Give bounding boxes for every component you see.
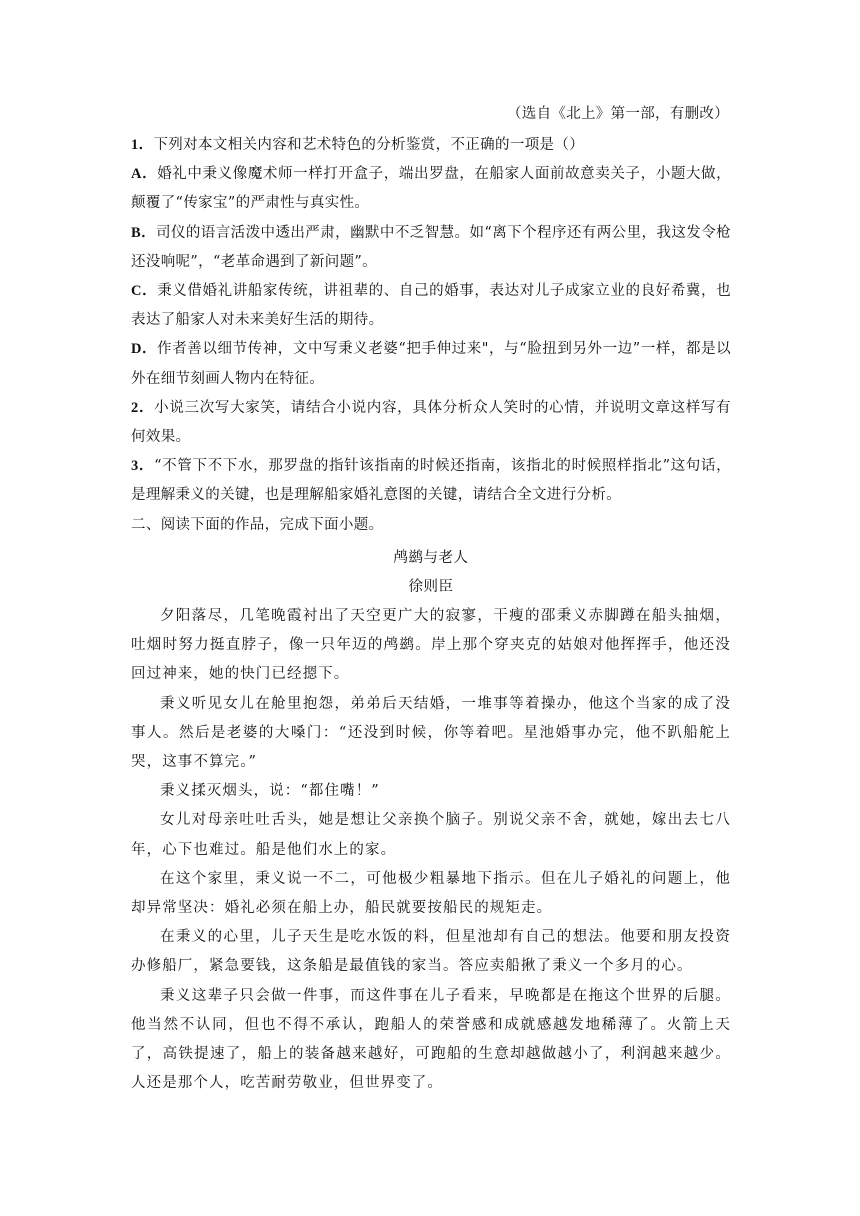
question-text: 小说三次写大家笑，请结合小说内容，具体分析众人笑时的心情，并说明文章这样写有何效果。: [131, 399, 732, 446]
option-letter: D．: [131, 341, 158, 358]
option-text: 秉义借婚礼讲船家传统，讲祖辈的、自己的婚事，表达对儿子成家立业的良好希冀，也表达了船家人对未来美好生活的期待。: [131, 283, 732, 329]
question-2: [131, 394, 731, 452]
story-body: [131, 602, 731, 1098]
story-paragraph: 女儿对母亲吐吐舌头，她是想让父亲换个脑子。别说父亲不舍，就她，嫁出去七八年，心下也难过。船是他们水上的家。: [131, 812, 731, 858]
question-1: [131, 131, 731, 160]
story-paragraph: 在这个家里，秉义说一不二，可他极少粗暴地下指示。但在儿子婚礼的问题上，他却异常坚决：婚礼必须在船上办，船民就要按船民的规矩走。: [131, 870, 731, 917]
story-author: 徐则臣: [408, 579, 454, 595]
question-3: [131, 452, 731, 510]
question-number: 3．: [131, 458, 155, 475]
option-text: 司仪的语言活泼中透出严肃，幽默中不乏智慧。如“离下个程序还有两公里，我这发令枪还没响呢”，“老革命遇到了新问题”。: [131, 224, 731, 270]
story-paragraph: 夕阳落尽，几笔晚霞衬出了天空更广大的寂寥，干瘦的邵秉义赤脚蹲在船头抽烟，吐烟时努力挺直脖子，像一只年迈的鸬鹚。岸上那个穿夹克的姑娘对他挥挥手，他还没回过神来，她的快门已经摁下。: [131, 608, 731, 683]
option-text: 作者善以细节传神，文中写秉义老婆“把手伸过来"，与“脸扭到另外一边”一样，都是以外在细节刻画人物内在特征。: [131, 341, 732, 387]
option-d: [131, 335, 731, 393]
option-b: [131, 219, 731, 277]
questions-block: [131, 131, 731, 540]
question-number: 1．: [131, 137, 154, 153]
story-paragraph: 在秉义的心里，儿子天生是吃水饭的料，但星池却有自己的想法。他要和朋友投资办修船厂，紧急要钱，这条船是最值钱的家当。答应卖船揪了秉义一个多月的心。: [131, 929, 731, 975]
option-letter: C．: [131, 283, 158, 300]
question-text: “不管下不下水，那罗盘的指针该指南的时候还指南，该指北的时候照样指北”这句话，是理解秉义的关键，也是理解船家婚礼意图的关键，请结合全文进行分析。: [131, 458, 731, 504]
option-c: [131, 277, 731, 335]
option-text: 婚礼中秉义像魔术师一样打开盒子，端出罗盘，在船家人面前故意卖关子，小题大做，颠覆了“传家宝”的严肃性与真实性。: [131, 166, 732, 212]
option-letter: A．: [131, 166, 158, 183]
option-letter: B．: [131, 224, 157, 241]
source-note: （选自《北上》第一部，有删改）: [507, 106, 729, 122]
section-heading: 二、阅读下面的作品，完成下面小题。: [131, 516, 384, 533]
story-title: 鸬鹚与老人: [393, 550, 469, 566]
question-number: 2．: [131, 399, 155, 416]
question-text: 下列对本文相关内容和艺术特色的分析鉴赏，不正确的一项是（）: [153, 137, 585, 153]
story-paragraph: 秉义听见女儿在舱里抱怨，弟弟后天结婚，一堆事等着操办，他这个当家的成了没事人。然后是老婆的大嗓门：“还没到时候，你等着吧。星池婚事办完，他不趴船舵上哭，这事不算完。”: [131, 695, 731, 771]
option-a: [131, 160, 731, 218]
story-paragraph: 秉义这辈子只会做一件事，而这件事在儿子看来，早晚都是在拖这个世界的后腿。他当然不认同，但也不得不承认，跑船人的荣誉感和成就感越发地稀薄了。火箭上天了，高铁提速了，船上的装备越来越好，可跑船的生意却越做越小了，利润越来越少。人还是那个人，吃苦耐劳敬业，但世界变了。: [131, 987, 731, 1092]
story-paragraph: 秉义揉灭烟头，说：“都住嘴！”: [160, 783, 380, 800]
